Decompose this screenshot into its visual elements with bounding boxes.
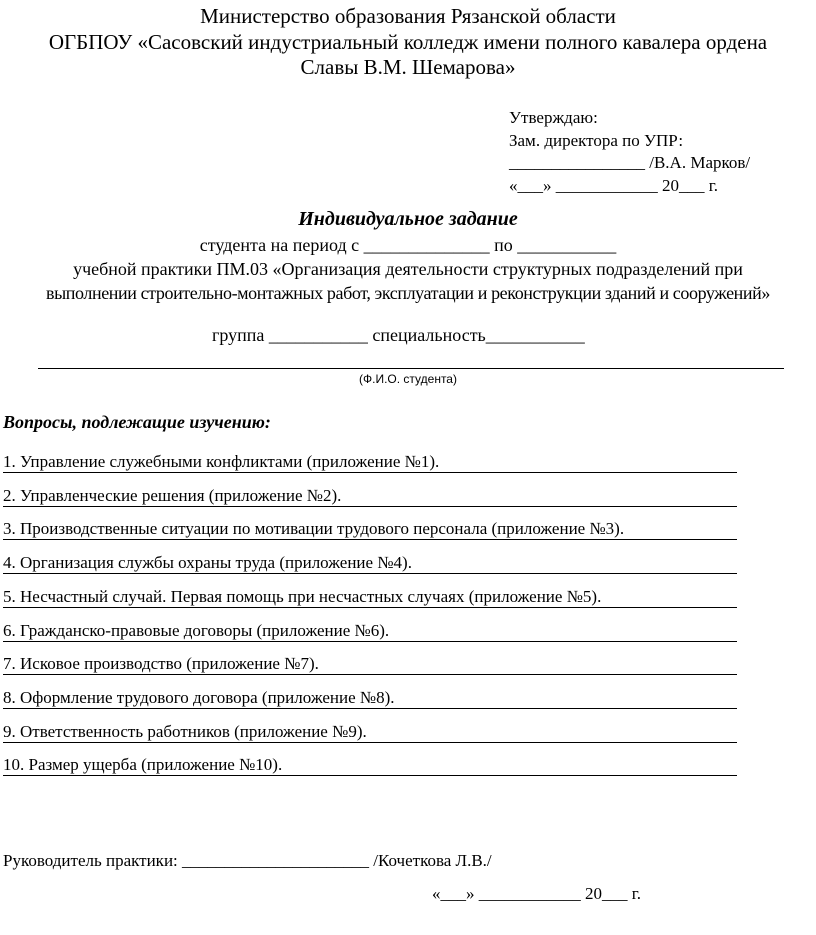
question-text: 3. Производственные ситуации по мотивации трудового персонала (приложение №3).	[3, 519, 625, 539]
document-title: Индивидуальное задание	[298, 208, 518, 230]
question-item	[3, 654, 737, 675]
college-name-cont: Славы В.М. Шемарова»	[300, 55, 516, 79]
approval-date-line: «___» ____________ 20___ г.	[509, 176, 719, 195]
student-name-line	[38, 368, 784, 369]
question-text: 8. Оформление трудового договора (приложение №8).	[3, 687, 395, 707]
ministry-title: Министерство образования Рязанской области	[200, 4, 616, 28]
question-text: 7. Исковое производство (приложение №7).	[3, 654, 319, 674]
question-text: 6. Гражданско-правовые договоры (приложение №6).	[3, 620, 390, 640]
question-text: 9. Ответственность работников (приложение №9).	[3, 721, 367, 741]
question-text: 2. Управленческие решения (приложение №2).	[3, 485, 342, 505]
question-item	[3, 486, 737, 507]
question-text: 1. Управление служебными конфликтами (приложение №1).	[3, 452, 440, 471]
period-line: студента на период с ______________ по ___________	[199, 235, 617, 255]
question-item	[3, 722, 737, 743]
question-item	[3, 587, 737, 608]
question-item	[3, 553, 737, 574]
specialty-blank: ___________	[485, 325, 585, 345]
group-blank: ___________	[268, 325, 368, 345]
specialty-label: специальность	[372, 325, 486, 345]
practice-line-2: выполнении строительно-монтажных работ, эксплуатации и реконструкции зданий и сооружений»	[46, 283, 770, 303]
question-item	[3, 688, 737, 709]
question-item	[3, 621, 737, 642]
question-item	[3, 755, 737, 776]
question-text: 10. Размер ущерба (приложение №10).	[3, 755, 283, 775]
approval-position: Зам. директора по УПР:	[509, 131, 684, 150]
college-name: ОГБПОУ «Сасовский индустриальный колледж имени полного кавалера ордена	[48, 30, 768, 54]
question-text: 4. Организация службы охраны труда (приложение №4).	[3, 553, 412, 573]
student-caption: (Ф.И.О. студента)	[359, 372, 457, 386]
question-item	[3, 452, 737, 473]
practice-line-1: учебной практики ПМ.03 «Организация деятельности структурных подразделений при	[73, 259, 743, 279]
supervisor-date-line: «___» ____________ 20___ г.	[432, 884, 642, 903]
supervisor-blank: ______________________	[182, 851, 370, 870]
question-item	[3, 519, 737, 540]
group-label: группа	[212, 325, 265, 345]
supervisor-line	[3, 851, 492, 871]
questions-heading: Вопросы, подлежащие изучению:	[3, 412, 271, 432]
approval-signature-line: ________________ /В.А. Марков/	[509, 153, 751, 172]
question-text: 5. Несчастный случай. Первая помощь при несчастных случаях (приложение №5).	[3, 586, 602, 606]
supervisor-name: /Кочеткова Л.В./	[373, 851, 492, 870]
group-specialty-line	[212, 325, 585, 346]
approval-label: Утверждаю:	[509, 108, 598, 127]
supervisor-label: Руководитель практики:	[3, 851, 178, 870]
